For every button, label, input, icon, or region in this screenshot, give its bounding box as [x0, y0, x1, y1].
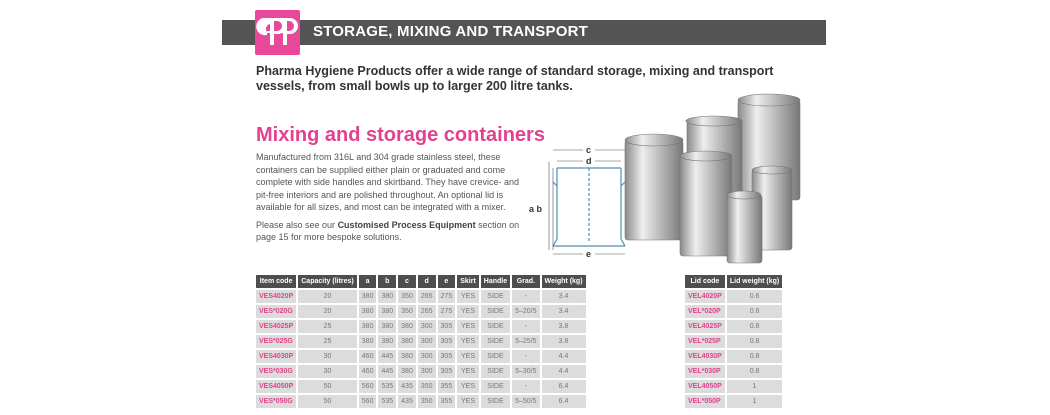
description: Manufactured from 316L and 304 grade stainless steel, these containers can be supplied either plain or graduated and come complete with side handles and skirtband. They have crevice- and pit-free interiors and are polished throughout. An optional lid is available for all sizes, and most can be integrated with a mixer. — [256, 152, 519, 212]
table-cell: 445 — [378, 365, 396, 378]
table-row — [256, 320, 586, 333]
table-cell: 30 — [298, 350, 357, 363]
table-row — [256, 365, 586, 378]
table-cell: 300 — [418, 365, 436, 378]
diagram-label-d: d — [586, 156, 592, 166]
table-cell: - — [512, 320, 539, 333]
table-cell: 50 — [298, 380, 357, 393]
table-cell: YES — [457, 305, 479, 318]
table-cell: 3.4 — [542, 290, 586, 303]
table-cell: 380 — [359, 320, 377, 333]
table-cell: 275 — [438, 290, 456, 303]
table-cell: 445 — [378, 350, 396, 363]
table-cell: 560 — [359, 380, 377, 393]
table-cell: YES — [457, 365, 479, 378]
lids-table — [683, 273, 784, 410]
section-body — [256, 151, 531, 249]
table-cell: YES — [457, 320, 479, 333]
item-code: VEL4025P — [685, 320, 725, 333]
table-cell: 0.8 — [727, 320, 782, 333]
table-cell: 3.4 — [542, 305, 586, 318]
table-cell: 380 — [378, 320, 396, 333]
table-cell: 380 — [398, 365, 416, 378]
diagram-label-e: e — [586, 249, 592, 259]
table-cell: - — [512, 290, 539, 303]
page-title: STORAGE, MIXING AND TRANSPORT — [313, 23, 588, 40]
item-code: VEL4050P — [685, 380, 725, 393]
table-cell: 380 — [378, 335, 396, 348]
table-cell: 380 — [359, 290, 377, 303]
table-cell: 30 — [298, 365, 357, 378]
column-header: Item code — [256, 275, 296, 288]
table-cell: 435 — [398, 380, 416, 393]
table-row — [256, 395, 586, 408]
table-cell: 3.8 — [542, 335, 586, 348]
table-row — [685, 365, 782, 378]
table-cell: 300 — [418, 335, 436, 348]
table-cell: 6.4 — [542, 395, 586, 408]
column-header: Skirt — [457, 275, 479, 288]
table-cell: YES — [457, 350, 479, 363]
table-cell: 350 — [398, 305, 416, 318]
table-cell: 4.4 — [542, 350, 586, 363]
table-cell: SIDE — [481, 350, 510, 363]
table-row — [685, 335, 782, 348]
table-row — [256, 290, 586, 303]
table-cell: 535 — [378, 395, 396, 408]
item-code: VES*030G — [256, 365, 296, 378]
table-cell: 380 — [378, 290, 396, 303]
table-cell: 5–25/5 — [512, 335, 539, 348]
table-cell: YES — [457, 395, 479, 408]
table-row — [685, 350, 782, 363]
table-cell: 460 — [359, 350, 377, 363]
item-code: VEL*025P — [685, 335, 725, 348]
column-header: a — [359, 275, 377, 288]
containers-photo — [615, 88, 815, 268]
table-cell: SIDE — [481, 335, 510, 348]
table-cell: 6.4 — [542, 380, 586, 393]
table-row — [685, 395, 782, 408]
table-cell: 350 — [418, 395, 436, 408]
item-code: VEL4030P — [685, 350, 725, 363]
table-cell: 3.8 — [542, 320, 586, 333]
table-cell: 20 — [298, 305, 357, 318]
table-cell: - — [512, 380, 539, 393]
item-code: VES*025G — [256, 335, 296, 348]
table-cell: 350 — [418, 380, 436, 393]
table-row — [256, 335, 586, 348]
table-cell: SIDE — [481, 380, 510, 393]
table-cell: SIDE — [481, 365, 510, 378]
table-row — [685, 380, 782, 393]
item-code: VES4025P — [256, 320, 296, 333]
table-cell: 355 — [438, 380, 456, 393]
table-cell: SIDE — [481, 320, 510, 333]
table-cell: 265 — [418, 290, 436, 303]
table-cell: 560 — [359, 395, 377, 408]
table-cell: 5–20/5 — [512, 305, 539, 318]
item-code: VEL*050P — [685, 395, 725, 408]
table-cell: 300 — [418, 320, 436, 333]
table-cell: 300 — [418, 350, 436, 363]
table-cell: 0.6 — [727, 290, 782, 303]
column-header: Weight (kg) — [542, 275, 586, 288]
php-logo — [255, 10, 300, 55]
table-cell: 5–50/5 — [512, 395, 539, 408]
column-header: e — [438, 275, 456, 288]
table-cell: SIDE — [481, 395, 510, 408]
table-cell: 355 — [438, 395, 456, 408]
table-row — [685, 320, 782, 333]
table-cell: 380 — [398, 350, 416, 363]
item-code: VES4020P — [256, 290, 296, 303]
containers-table — [254, 273, 588, 410]
table-cell: 305 — [438, 365, 456, 378]
table-cell: 4.4 — [542, 365, 586, 378]
table-cell: 25 — [298, 320, 357, 333]
item-code: VES*050G — [256, 395, 296, 408]
table-row — [256, 305, 586, 318]
table-cell: 350 — [398, 290, 416, 303]
table-cell: SIDE — [481, 305, 510, 318]
table-cell: 5–30/5 — [512, 365, 539, 378]
table-cell: 0.8 — [727, 365, 782, 378]
see-also: Please also see our Customised Process Equipment section on page 15 for more bespoke solutions. — [256, 219, 520, 242]
item-code: VES4050P — [256, 380, 296, 393]
column-header: Capacity (litres) — [298, 275, 357, 288]
column-header: Lid code — [685, 275, 725, 288]
table-cell: 275 — [438, 305, 456, 318]
table-cell: 380 — [359, 305, 377, 318]
table-cell: 380 — [378, 305, 396, 318]
table-cell: 50 — [298, 395, 357, 408]
table-cell: 435 — [398, 395, 416, 408]
table-cell: 0.8 — [727, 350, 782, 363]
diagram-label-c: c — [586, 145, 592, 155]
item-code: VEL4020P — [685, 290, 725, 303]
table-cell: 535 — [378, 380, 396, 393]
diagram-label-ab: a b — [529, 204, 543, 214]
table-cell: YES — [457, 335, 479, 348]
table-cell: 25 — [298, 335, 357, 348]
table-cell: YES — [457, 380, 479, 393]
column-header: b — [378, 275, 396, 288]
table-cell: 460 — [359, 365, 377, 378]
item-code: VEL*020P — [685, 305, 725, 318]
table-cell: 1 — [727, 395, 782, 408]
item-code: VES4030P — [256, 350, 296, 363]
section-title: Mixing and storage containers — [256, 124, 545, 146]
table-cell: 1 — [727, 380, 782, 393]
table-cell: SIDE — [481, 290, 510, 303]
table-cell: 0.8 — [727, 335, 782, 348]
table-row — [685, 290, 782, 303]
column-header: Lid weight (kg) — [727, 275, 782, 288]
column-header: d — [418, 275, 436, 288]
table-row — [256, 380, 586, 393]
table-cell: 305 — [438, 335, 456, 348]
table-cell: 305 — [438, 320, 456, 333]
column-header: c — [398, 275, 416, 288]
table-cell: 305 — [438, 350, 456, 363]
item-code: VEL*030P — [685, 365, 725, 378]
table-cell: - — [512, 350, 539, 363]
column-header: Grad. — [512, 275, 539, 288]
table-cell: 0.6 — [727, 305, 782, 318]
table-cell: 380 — [398, 320, 416, 333]
intro-text: Pharma Hygiene Products offer a wide range of standard storage, mixing and transport vessels, from small bowls up to larger 200 litre tanks. — [256, 64, 774, 93]
table-cell: 20 — [298, 290, 357, 303]
table-cell: 380 — [359, 335, 377, 348]
table-cell: 380 — [398, 335, 416, 348]
table-cell: 265 — [418, 305, 436, 318]
table-row — [685, 305, 782, 318]
column-header: Handle — [481, 275, 510, 288]
table-row — [256, 350, 586, 363]
item-code: VES*020G — [256, 305, 296, 318]
table-cell: YES — [457, 290, 479, 303]
